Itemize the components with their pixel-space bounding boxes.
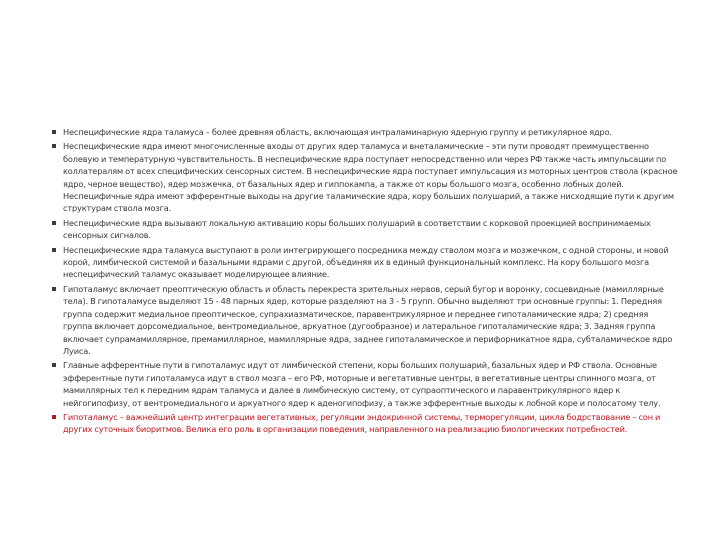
bullet-item — [52, 140, 678, 214]
bullet-item — [52, 217, 678, 242]
bullet-text: Гипоталамус включает преоптическую область и область перекреста зрительных нервов, серый бугор и воронку, сосцевидные (мамиллярные тела). В гипоталамусе выделяют 15 - 48 парных ядер, которые разделяют на 3 - 5 групп. Обычно выделяют три основные группы: 1. Передняя группа содержит медиальное преоптическое, супрахиазматическое, паравентрикулярное и переднее гипоталамические ядра; 2) средняя группа включает дорсомедиальное, вентромедиальное, аркуатное (дугообразное) и латеральное гипоталамические ядра; 3. Задняя группа включает супрамамиллярное, премамиллярное, мамиллярные ядра, заднее гипоталамическое и перифорникатное ядра, субталамическое ядро Луиса. — [63, 283, 673, 356]
bullet-square-icon — [52, 221, 56, 225]
bullet-square-icon — [52, 144, 56, 148]
bullet-item — [52, 244, 678, 281]
bullet-item — [52, 126, 678, 138]
bullet-text: Неспецифические ядра имеют многочисленные входы от других ядер таламуса и внеталамические – эти пути проводят преимущественно болевую и температурную чувствительность. В неспецифические ядра поступает непосредственно или через РФ также часть импульсации по коллатералям от всех специфических сенсорных систем. В неспецифические ядра поступает импульсация из моторных центров ствола (красное ядро, черное вещество), ядер мозжечка, от базальных ядер и гиппокампа, а также от коры большого мозга, особенно лобных долей. Неспецифичные ядра имеют эфферентные выходы на другие таламические ядра, кору больших полушарий, а также нисходящие пути к другим структурам ствола мозга. — [63, 141, 678, 214]
bullet-list — [52, 126, 678, 436]
bullet-text: Неспецифические ядра вызывают локальную активацию коры больших полушарий в соответствии с корковой проекцией воспринимаемых сенсорных сигналов. — [63, 217, 651, 241]
bullet-square-icon — [52, 248, 56, 252]
bullet-text: Неспецифические ядра таламуса – более древняя область, включающая интраламинарную ядерную группу и ретикулярное ядро. — [63, 127, 612, 137]
slide-content — [52, 126, 678, 438]
bullet-square-icon — [52, 363, 56, 367]
bullet-square-icon — [52, 287, 56, 291]
bullet-text: Неспецифические ядра таламуса выступают в роли интегрирующего посредника между стволом мозга и мозжечком, с одной стороны, и новой корой, лимбической системой и базальными ядрами с другой, объединяя их в единый функциональный комплекс. На кору большого мозга неспецифический таламус оказывает моделирующее влияние. — [63, 244, 669, 280]
bullet-square-icon — [52, 130, 56, 134]
bullet-text: Гипоталамус – важнейший центр интеграции вегетативных, регуляции эндокринной системы, терморегуляции, цикла бодрствование – сон и других суточных биоритмов. Велика его роль в организации поведения, направленного на реализацию биологических потребностей. — [63, 411, 661, 435]
bullet-item — [52, 283, 678, 357]
bullet-item-highlight — [52, 411, 678, 436]
bullet-item — [52, 359, 678, 409]
bullet-text: Главные афферентные пути в гипоталамус идут от лимбической степени, коры больших полушарий, базальных ядер и РФ ствола. Основные эфферентные пути гипоталамуса идут в ствол мозга – его РФ, моторные и вегетативные центры, в вегетативные центры спинного мозга, от мамиллярных тел к передним ядрам таламуса и далее в лимбическую систему, от супраоптического и паравентрикулярного ядер к нейгогипофизу, от вентромедиального и аркуатного ядер к аденогипофизу, а также эфферентные выходы к лобной коре и полосатому телу. — [63, 360, 661, 408]
bullet-square-icon — [52, 415, 56, 419]
